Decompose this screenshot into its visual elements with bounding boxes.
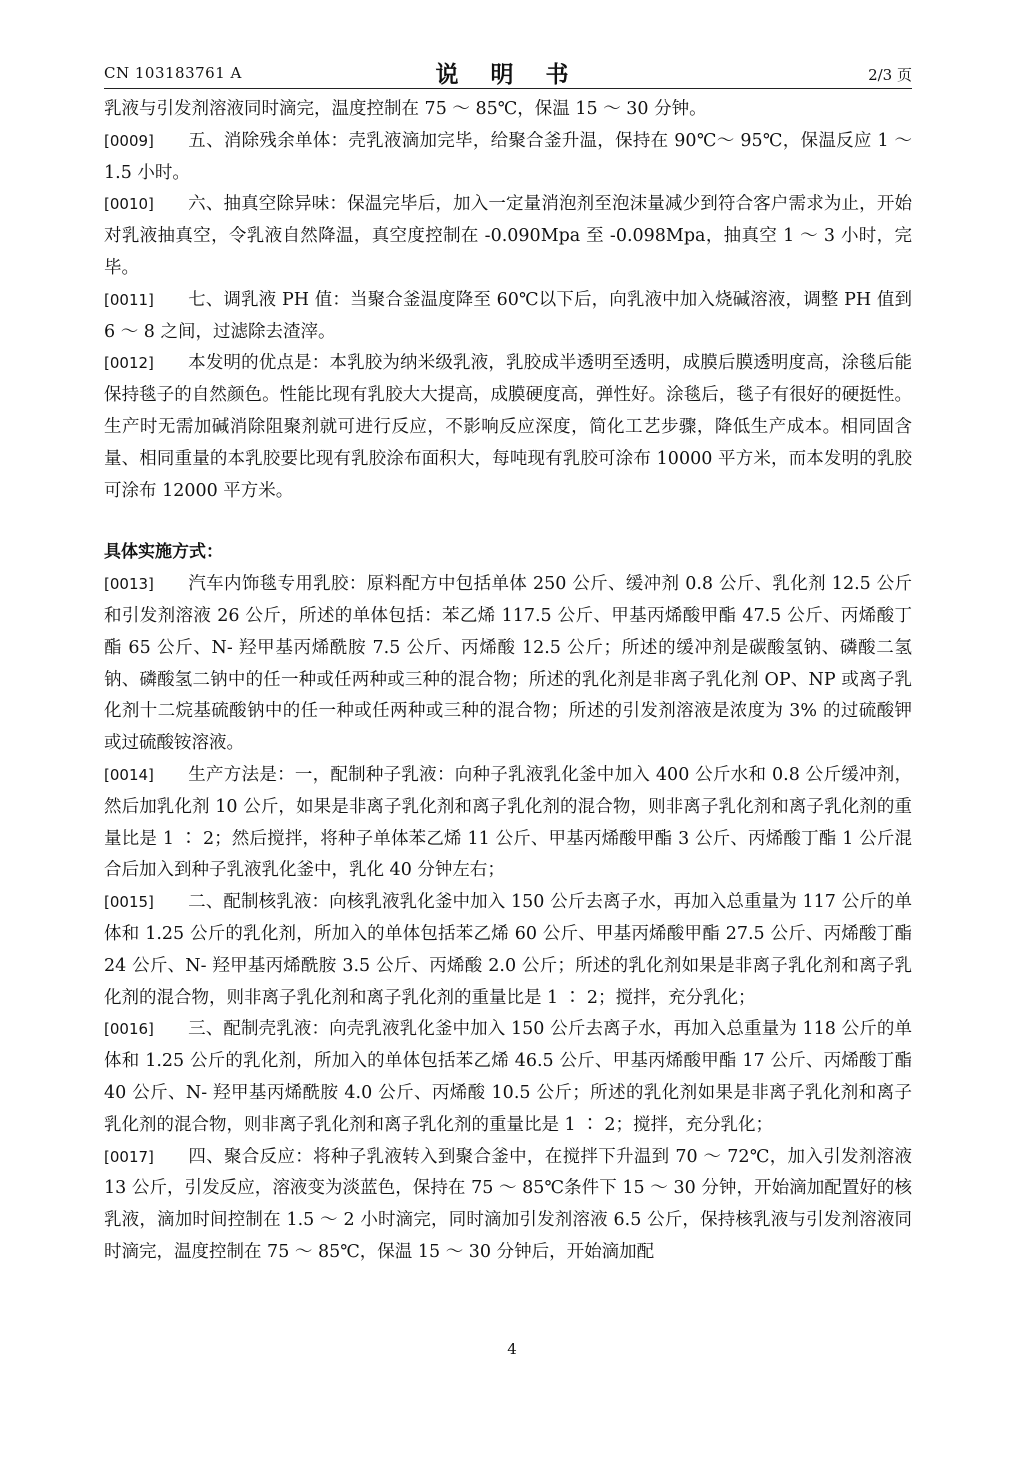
paragraph-text: 三、配制壳乳液：向壳乳液乳化釜中加入 150 公斤去离子水，再加入总重量为 118 公斤的单体和 1.25 公斤的乳化剂，所加入的单体包括苯乙烯 46.5 公斤、甲基丙烯酸甲酯 17 公斤、丙烯酸丁酯 40 公斤、N- 羟甲基丙烯酰胺 4.0 公斤、丙烯酸 10.5 公斤；所述的乳化剂如果是非离子乳化剂和离子乳化剂的混合物，则非离子乳化剂和离子乳化剂的重量比是 1 ∶ 2；搅拌，充分乳化； [104, 1019, 912, 1135]
paragraph-0011 [104, 285, 912, 349]
paragraph-0013 [104, 569, 912, 760]
paragraph-text: 七、调乳液 PH 值：当聚合釜温度降至 60℃以下后，向乳液中加入烧碱溶液，调整 PH 值到 6 ～ 8 之间，过滤除去渣滓。 [104, 289, 912, 342]
paragraph-number: [0014] [104, 765, 154, 784]
paragraph-0009 [104, 126, 912, 190]
paragraph-number: [0010] [104, 195, 154, 214]
document-title: 说 明 书 [435, 61, 581, 88]
paragraph-number: [0017] [104, 1147, 154, 1166]
paragraph-number: [0013] [104, 575, 154, 594]
paragraph-text: 汽车内饰毯专用乳胶：原料配方中包括单体 250 公斤、缓冲剂 0.8 公斤、乳化剂 12.5 公斤和引发剂溶液 26 公斤，所述的单体包括：苯乙烯 117.5 公斤、甲基丙烯酸甲酯 47.5 公斤、丙烯酸丁酯 65 公斤、N- 羟甲基丙烯酰胺 7.5 公斤、丙烯酸 12.5 公斤；所述的缓冲剂是碳酸氢钠、磷酸二氢钠、磷酸氢二钠中的任一种或任两种或三种的混合物；所述的乳化剂是非离子乳化剂 OP、NP 或离子乳化剂十二烷基硫酸钠中的任一种或任两种或三种的混合物；所述的引发剂溶液是浓度为 3% 的过硫酸钾或过硫酸铵溶液。 [104, 574, 912, 754]
paragraph-0012 [104, 348, 912, 507]
paragraph-number: [0009] [104, 131, 154, 150]
page-header [104, 56, 912, 86]
paragraph-text: 四、聚合反应：将种子乳液转入到聚合釜中，在搅拌下升温到 70 ～ 72℃，加入引发剂溶液 13 公斤，引发反应，溶液变为淡蓝色，保持在 75 ～ 85℃条件下 15 ～ 30 分钟，开始滴加配置好的核乳液，滴加时间控制在 1.5 ～ 2 小时滴完，同时滴加引发剂溶液 6.5 公斤，保持核乳液与引发剂溶液同时滴完，温度控制在 75 ～ 85℃，保温 15 ～ 30 分钟后，开始滴加配 [104, 1146, 912, 1262]
paragraph-continued [104, 94, 912, 126]
paragraph-0015 [104, 887, 912, 1014]
paragraph-text: 本发明的优点是：本乳胶为纳米级乳液，乳胶成半透明至透明，成膜后膜透明度高，涂毯后能保持毯子的自然颜色。性能比现有乳胶大大提高，成膜硬度高，弹性好。涂毯后，毯子有很好的硬挺性。生产时无需加碱消除阻聚剂就可进行反应，不影响反应深度，简化工艺步骤，降低生产成本。相同固含量、相同重量的本乳胶要比现有乳胶涂布面积大，每吨现有乳胶可涂布 10000 平方米，而本发明的乳胶可涂布 12000 平方米。 [104, 353, 912, 501]
paragraph-0014 [104, 760, 912, 887]
header-rule [104, 88, 912, 89]
paragraph-text: 生产方法是：一，配制种子乳液：向种子乳液乳化釜中加入 400 公斤水和 0.8 公斤缓冲剂，然后加乳化剂 10 公斤，如果是非离子乳化剂和离子乳化剂的混合物，则非离子乳化剂和离子乳化剂的重量比是 1 ∶ 2；然后搅拌，将种子单体苯乙烯 11 公斤、甲基丙烯酸甲酯 3 公斤、丙烯酸丁酯 1 公斤混合后加入到种子乳液乳化釜中，乳化 40 分钟左右； [104, 764, 912, 881]
paragraph-number: [0015] [104, 893, 154, 912]
section-title: 具体实施方式： [104, 542, 223, 563]
publication-number: CN 103183761 A [104, 64, 242, 82]
paragraph-text: 五、消除残余单体：壳乳液滴加完毕，给聚合釜升温，保持在 90℃～ 95℃，保温反应 1 ～ 1.5 小时。 [104, 130, 912, 183]
paragraph-0017 [104, 1142, 912, 1269]
paragraph-0016 [104, 1014, 912, 1141]
paragraph-text: 乳液与引发剂溶液同时滴完，温度控制在 75 ～ 85℃，保温 15 ～ 30 分钟。 [104, 99, 707, 119]
page-number: 4 [507, 1340, 517, 1358]
paragraph-number: [0012] [104, 354, 154, 373]
paragraph-text: 二、配制核乳液：向核乳液乳化釜中加入 150 公斤去离子水，再加入总重量为 117 公斤的单体和 1.25 公斤的乳化剂，所加入的单体包括苯乙烯 60 公斤、甲基丙烯酸甲酯 27.5 公斤、丙烯酸丁酯 24 公斤、N- 羟甲基丙烯酰胺 3.5 公斤、丙烯酸 2.0 公斤；所述的乳化剂如果是非离子乳化剂和离子乳化剂的混合物，则非离子乳化剂和离子乳化剂的重量比是 1 ∶ 2；搅拌，充分乳化； [104, 892, 912, 1008]
paragraph-text: 六、抽真空除异味：保温完毕后，加入一定量消泡剂至泡沫量减少到符合客户需求为止，开始对乳液抽真空，令乳液自然降温，真空度控制在 -0.090Mpa 至 -0.098Mpa，抽真空 1 ～ 3 小时，完毕。 [104, 194, 912, 278]
page-info: 2/3 页 [868, 66, 912, 84]
paragraph-number: [0016] [104, 1020, 154, 1039]
paragraph-0010 [104, 189, 912, 284]
document-body [104, 94, 912, 1269]
paragraph-number: [0011] [104, 290, 154, 309]
